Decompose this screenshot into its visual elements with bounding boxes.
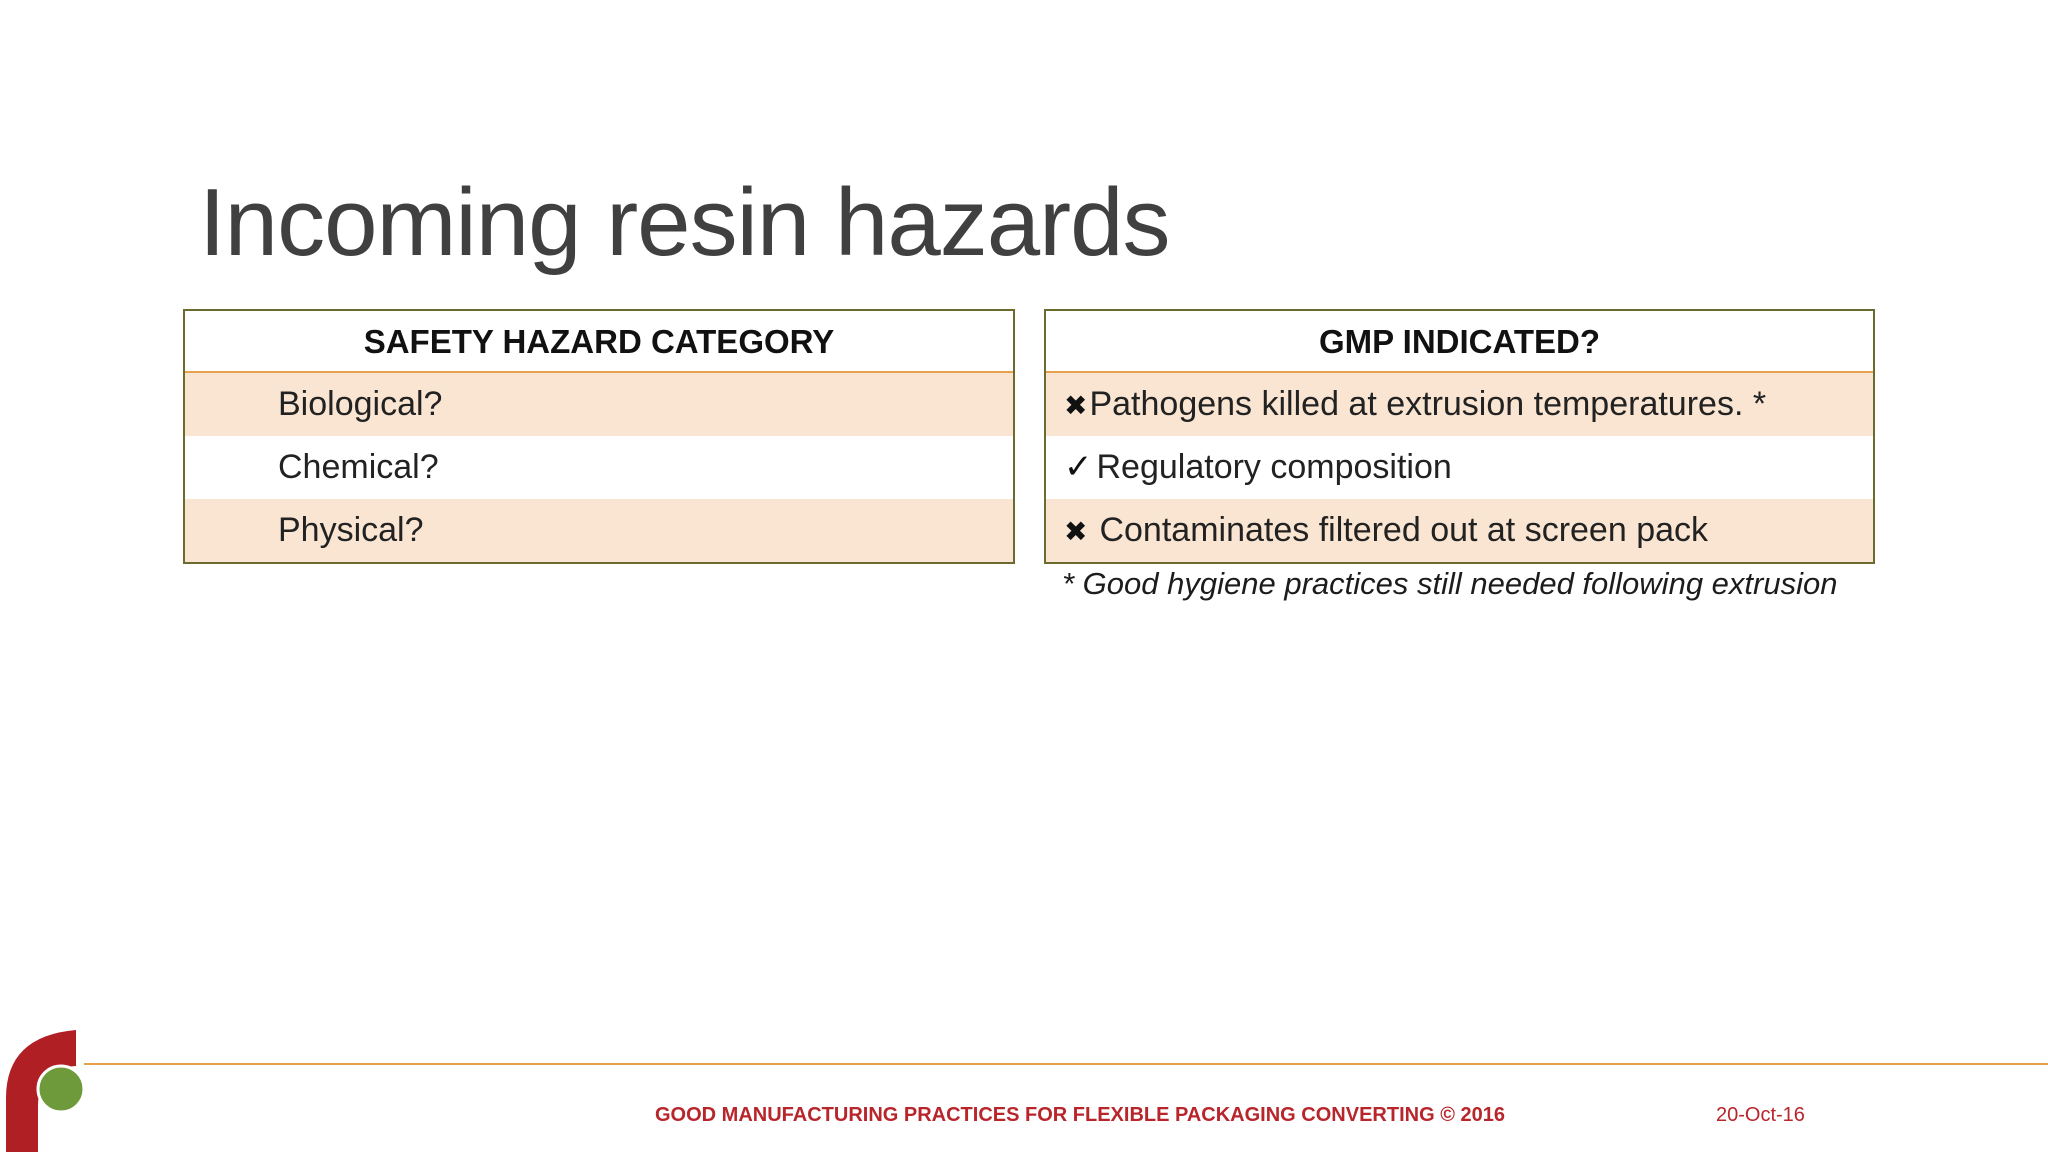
table-row xyxy=(1046,373,1873,436)
table-row: Physical? xyxy=(185,499,1013,562)
row-text: Pathogens killed at extrusion temperatures. * xyxy=(1089,385,1767,423)
footer-divider xyxy=(84,1063,2048,1065)
row-text: Regulatory composition xyxy=(1096,448,1452,486)
footer-copyright: GOOD MANUFACTURING PRACTICES FOR FLEXIBLE PACKAGING CONVERTING © 2016 xyxy=(655,1104,1505,1126)
safety-hazard-table xyxy=(183,309,1015,564)
row-text: Contaminates filtered out at screen pack xyxy=(1099,511,1709,549)
table-row xyxy=(1046,499,1873,562)
cross-mark-icon: ✖ xyxy=(1064,390,1088,421)
table-header: GMP INDICATED? xyxy=(1046,311,1873,373)
table-row: Chemical? xyxy=(278,448,439,486)
footer-date: 20-Oct-16 xyxy=(1716,1104,1805,1126)
footnote: * Good hygiene practices still needed following extrusion xyxy=(1062,566,1838,601)
company-logo-icon xyxy=(0,1026,90,1152)
check-mark-icon: ✓ xyxy=(1064,448,1093,486)
table-row: Biological? xyxy=(185,373,1013,436)
cross-mark-icon: ✖ xyxy=(1064,516,1088,547)
table-row xyxy=(1046,436,1873,499)
slide-title: Incoming resin hazards xyxy=(199,169,1170,276)
gmp-indicated-table xyxy=(1044,309,1875,564)
table-header: SAFETY HAZARD CATEGORY xyxy=(185,311,1013,373)
